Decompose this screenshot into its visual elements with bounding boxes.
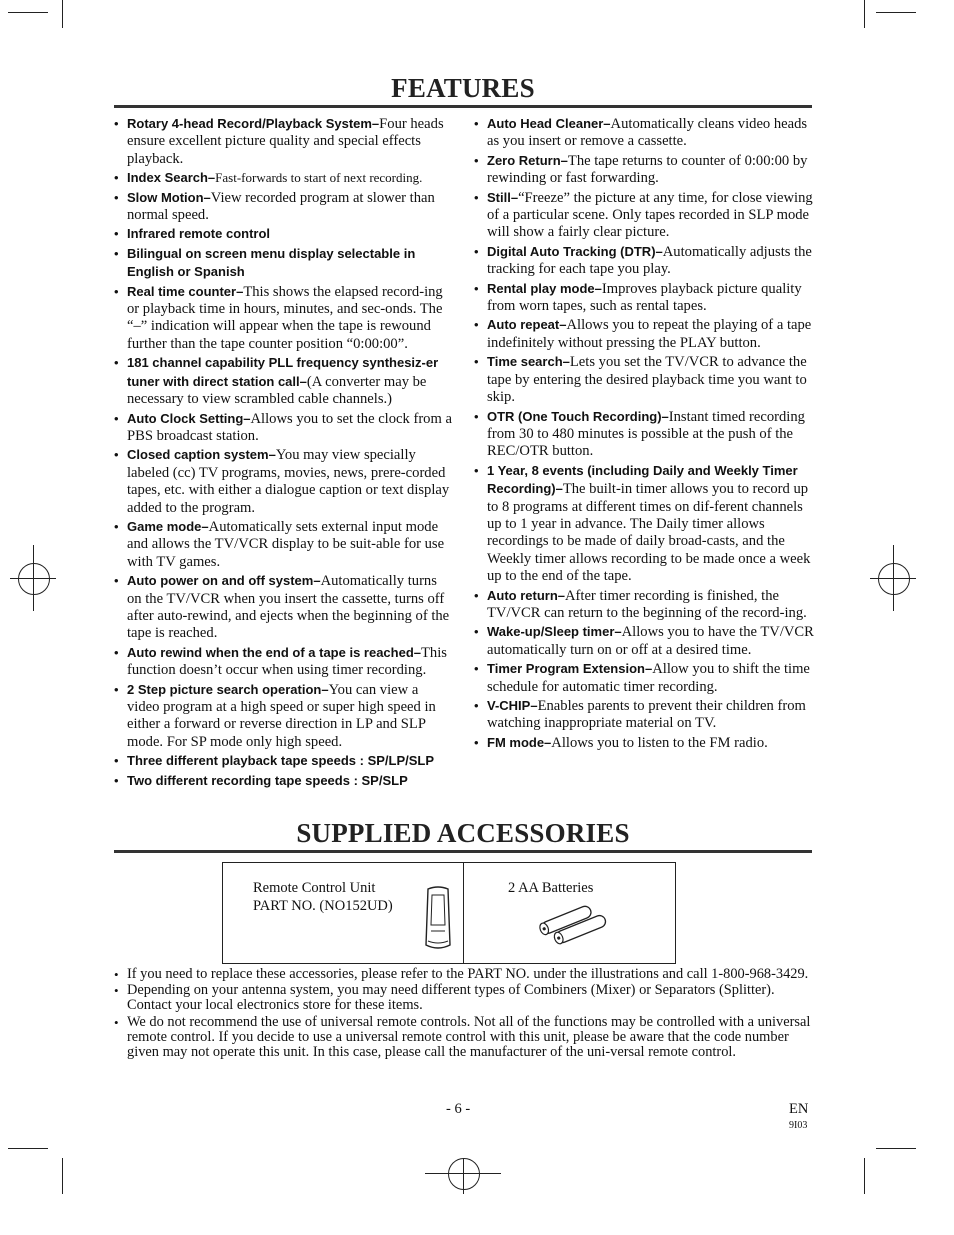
feature-description: Instant timed recording from 30 to 480 minutes is possible at the push of the REC/OTR button. — [487, 408, 805, 460]
feature-term: 2 Step picture search operation– — [127, 681, 329, 697]
feature-description: The tape returns to counter of 0:00:00 by rewinding or fast forwarding. — [487, 152, 808, 187]
feature-term: Digital Auto Tracking (DTR)– — [487, 243, 663, 259]
note-item: • Depending on your antenna system, you may need different types of Combiners (Mixer) or Separators (Splitter). Contact your local electronics store for these items. — [114, 983, 812, 1013]
feature-item — [114, 446, 452, 517]
note-item: • We do not recommend the use of universal remote controls. Not all of the functions may be controlled with a universal remote control. If you decide to use a universal remote control with this unit, please be aware that the code number given may not operate this unit. In this case, please call the manufacturer of the uni-versal remote control. — [114, 1015, 812, 1061]
note-item: • If you need to replace these accessories, please refer to the PART NO. under the illustrations and call 1-800-968-3429. — [114, 967, 812, 982]
language-code: EN — [789, 1101, 809, 1117]
feature-item — [114, 752, 452, 770]
feature-term: Auto return– — [487, 587, 565, 603]
remote-control-icon — [423, 885, 453, 953]
feature-description: Lets you set the TV/VCR to advance the tape by entering the desired playback time you want to skip. — [487, 354, 807, 406]
feature-description: Automatically adjusts the tracking for each tape you play. — [487, 243, 812, 278]
feature-term: Auto Head Cleaner– — [487, 116, 611, 131]
feature-term: Auto Clock Setting– — [127, 410, 251, 426]
feature-item — [114, 354, 452, 408]
feature-description: (A converter may be necessary to view scrambled cable channels.) — [127, 373, 427, 408]
feature-description: Allows you to repeat the playing of a tape indefinitely without pressing the PLAY button. — [487, 317, 812, 351]
feature-term: 1 Year, 8 events (including Daily and Weekly Timer Recording)– — [487, 462, 798, 497]
feature-item — [474, 152, 814, 188]
feature-item — [114, 410, 452, 446]
feature-term: Real time counter– — [127, 283, 244, 299]
feature-item — [114, 772, 452, 790]
features-right-list — [474, 115, 814, 752]
feature-description: View recorded program at slower than normal speed. — [127, 189, 435, 224]
feature-term: Zero Return– — [487, 152, 568, 168]
feature-item — [114, 283, 452, 354]
crop-mark — [8, 1148, 48, 1149]
feature-description: Enables parents to prevent their children from watching inappropriate material on TV. — [487, 698, 806, 732]
feature-description: Allows you to listen to the FM radio. — [551, 734, 768, 751]
feature-term: Rental play mode– — [487, 280, 602, 296]
feature-description: Automatically turns on the TV/VCR when you insert the cassette, turns off after auto-rewind, and ejects when the beginning of the tape is reached. — [127, 573, 450, 642]
feature-term: Still– — [487, 189, 519, 205]
feature-item — [114, 225, 452, 243]
feature-term: Index Search– — [127, 170, 216, 186]
feature-description: Automatically sets external input mode and allows the TV/VCR display to be suit-able for use with TV games. — [127, 518, 445, 570]
features-rule — [114, 105, 812, 108]
feature-item — [474, 734, 814, 752]
features-right-column — [474, 115, 814, 753]
feature-term: Slow Motion– — [127, 189, 211, 205]
feature-term: Wake-up/Sleep timer– — [487, 624, 622, 640]
feature-item — [474, 115, 814, 151]
feature-description: The built-in timer allows you to record up to 8 programs at different times on dif-ferent channels up to 1 year in advance. The Daily timer allows recordings to be made of daily broad-casts, and the Weekly timer allows recording to be made once a week up to the end of the tape. — [487, 481, 811, 585]
feature-term: Two different recording tape speeds : SP/SLP — [127, 772, 408, 788]
feature-item — [114, 115, 452, 168]
feature-item — [114, 572, 452, 643]
feature-term: Auto repeat– — [487, 317, 567, 333]
crop-mark — [62, 1158, 63, 1194]
feature-term: Timer Program Extension– — [487, 661, 653, 677]
remote-name: Remote Control Unit — [253, 880, 376, 896]
remote-part-no: PART NO. (NO152UD) — [253, 898, 393, 914]
feature-description: This function doesn’t occur when using timer recording. — [127, 644, 447, 679]
feature-item — [474, 623, 814, 659]
feature-term: OTR (One Touch Recording)– — [487, 408, 669, 424]
feature-description: Allow you to shift the time schedule for automatic timer recording. — [487, 661, 810, 695]
crop-mark — [876, 12, 916, 13]
feature-description: Automatically cleans video heads as you insert or remove a cassette. — [487, 116, 808, 150]
accessories-notes — [114, 967, 812, 1061]
feature-item — [474, 462, 814, 586]
accessories-divider — [463, 863, 464, 963]
feature-item — [474, 280, 814, 316]
crop-mark — [864, 0, 865, 28]
feature-description: Allows you to set the clock from a PBS broadcast station. — [127, 410, 452, 444]
page-number: - 6 - — [446, 1101, 471, 1117]
feature-item — [474, 587, 814, 623]
feature-item — [114, 245, 452, 282]
feature-description: Four heads ensure excellent picture quality and special effects playback. — [127, 116, 444, 167]
feature-term: Rotary 4-head Record/Playback System– — [127, 116, 380, 131]
feature-item — [474, 316, 814, 352]
feature-item — [114, 681, 452, 752]
feature-description: Fast-forwards to start of next recording. — [215, 170, 423, 186]
aa-batteries-icon — [535, 905, 615, 945]
crop-mark — [8, 12, 48, 13]
feature-item — [474, 660, 814, 696]
feature-item — [474, 353, 814, 406]
feature-term: Game mode– — [127, 518, 209, 534]
feature-term: Auto power on and off system– — [127, 573, 321, 589]
feature-term: Auto rewind when the end of a tape is reached– — [127, 644, 421, 660]
feature-item — [474, 189, 814, 242]
feature-term: V-CHIP– — [487, 698, 538, 713]
feature-description: You may view specially labeled (cc) TV programs, movies, news, prere-corded tapes, etc. with either a dialogue caption or text display added to the program. — [127, 447, 450, 516]
accessories-table — [222, 862, 676, 964]
feature-item — [114, 169, 452, 187]
feature-item — [474, 243, 814, 279]
crop-mark — [62, 0, 63, 28]
features-heading: FEATURES — [391, 73, 535, 103]
batteries-label: 2 AA Batteries — [508, 880, 594, 896]
feature-item — [474, 408, 814, 461]
accessories-heading: SUPPLIED ACCESSORIES — [296, 818, 630, 848]
accessories-rule — [114, 850, 812, 853]
feature-description: Improves playback picture quality from worn tapes, such as rental tapes. — [487, 280, 802, 315]
features-left-column — [114, 115, 452, 791]
feature-item — [114, 644, 452, 680]
feature-item — [114, 518, 452, 571]
feature-description: This shows the elapsed record-ing or playback time in hours, minutes, and sec-onds. The “–” indication will appear when the tape is rewound further than the tape counter position “0:00:00”. — [127, 283, 443, 352]
document-code: 9I03 — [789, 1120, 808, 1131]
feature-term: Three different playback tape speeds : SP/LP/SLP — [127, 753, 435, 769]
feature-description: Allows you to have the TV/VCR automatically turn on or off at a desired time. — [487, 624, 814, 658]
crop-mark — [876, 1148, 916, 1149]
feature-term: FM mode– — [487, 734, 552, 750]
feature-term: Time search– — [487, 354, 570, 370]
feature-term: Infrared remote control — [127, 226, 271, 242]
remote-label — [253, 879, 393, 915]
feature-item — [474, 697, 814, 733]
feature-term: 181 channel capability PLL frequency synthesiz-er tuner with direct station call– — [127, 355, 439, 389]
feature-description: After timer recording is finished, the TV/VCR can return to the beginning of the record-ing. — [487, 587, 807, 621]
feature-description: You can view a video program at a high speed or super high speed in either a forward or reverse direction in LP and SLP mode. For SP mode only high speed. — [127, 681, 436, 750]
feature-term: Closed caption system– — [127, 447, 276, 463]
crop-mark — [864, 1158, 865, 1194]
feature-term: Bilingual on screen menu display selectable in English or Spanish — [127, 245, 416, 280]
feature-description: “Freeze” the picture at any time, for close viewing of a particular scene. Only tapes recorded in SLP mode will show a fairly clear picture. — [487, 189, 813, 241]
feature-item — [114, 189, 452, 225]
features-left-list — [114, 115, 452, 790]
